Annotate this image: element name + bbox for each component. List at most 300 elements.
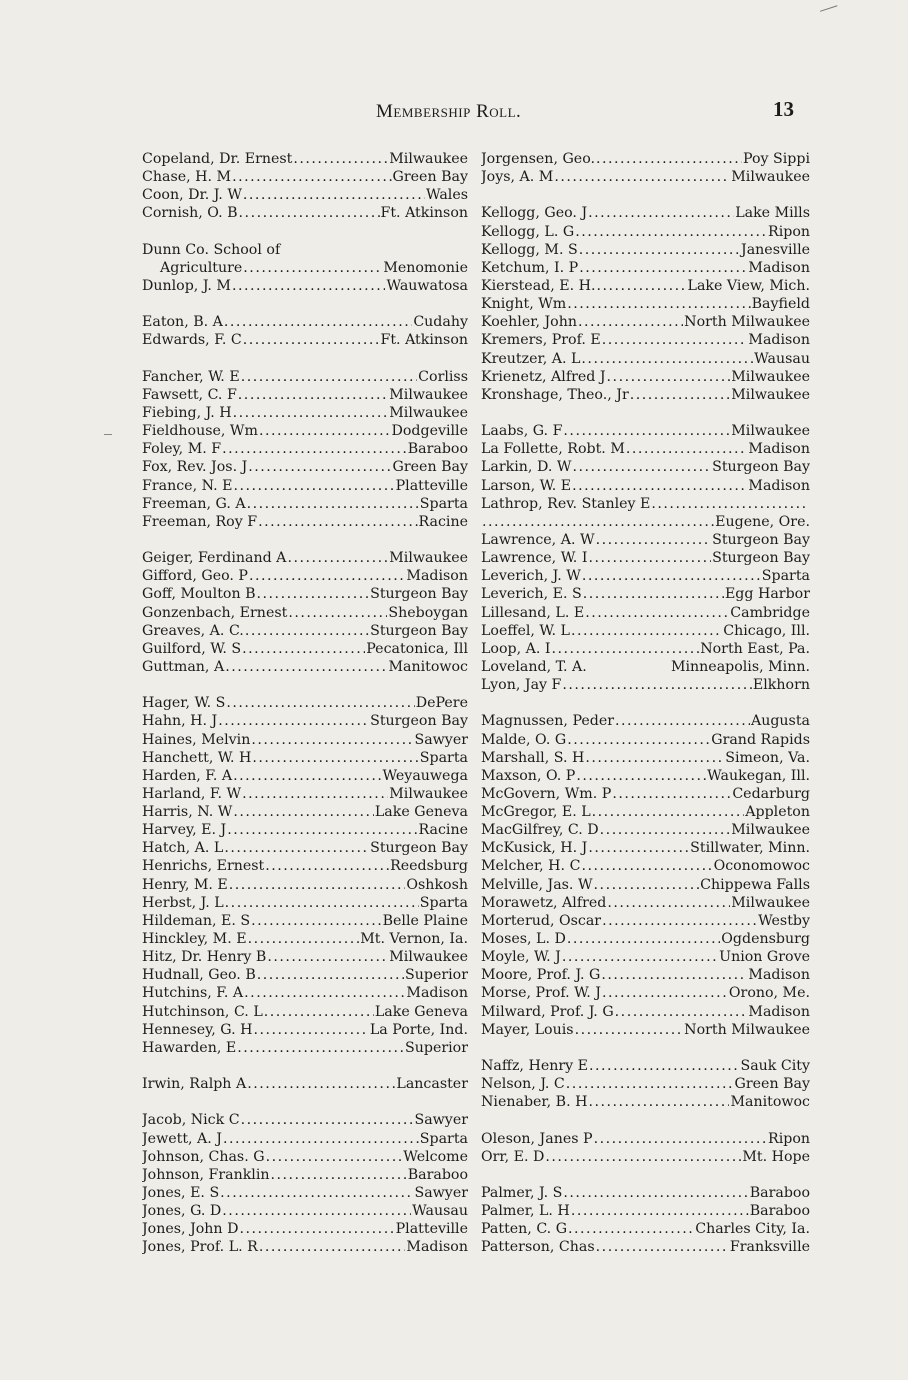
member-name: Foley, M. F [142,441,222,458]
member-entry [142,839,468,857]
dot-leader [578,313,683,331]
member-entry [481,767,810,785]
member-entry [142,1148,468,1166]
member-location: Chippewa Falls [700,876,810,893]
member-name: McKusick, H. J [481,840,588,857]
member-name: Jones, John D [142,1221,239,1238]
dot-leader [567,295,750,313]
member-location: Sauk City [740,1058,810,1075]
dot-leader [226,694,414,712]
member-name: Kellogg, Geo. J [481,205,588,222]
member-entry [142,422,468,440]
page-number: 13 [773,97,794,121]
dot-leader [594,1130,767,1148]
member-entry [481,857,810,875]
dot-leader [588,204,734,222]
member-entry [142,168,468,186]
member-location: Charles City, Ia. [695,1221,810,1238]
member-entry [142,477,468,495]
member-location: Corliss [418,368,468,385]
member-entry [481,712,810,730]
member-entry [481,1003,810,1021]
member-name: Hildeman, E. S [142,912,251,929]
member-location: Cedarburg [732,785,810,802]
member-location: Mt. Vernon, Ia. [360,931,468,948]
member-name: Kierstead, E. H. [481,277,596,294]
member-location: Oconomowoc [713,858,810,875]
member-entry [481,1021,810,1039]
member-location: Lake Geneva [374,804,468,821]
dot-leader [259,422,391,440]
member-name: Larkin, D. W [481,459,572,476]
member-location: DePere [415,695,468,712]
member-name: Palmer, J. S [481,1185,563,1202]
member-name: Eaton, B. A [142,314,223,331]
dot-leader [601,966,747,984]
member-entry [142,259,468,277]
member-location: Appleton [745,804,810,821]
member-location: Weyauwega [382,767,468,784]
member-entry [142,567,468,585]
member-entry [481,1220,810,1238]
member-entry [142,857,468,875]
member-entry [142,1039,468,1057]
dot-leader [588,839,689,857]
member-entry [481,876,810,894]
member-name: Nelson, J. C [481,1076,565,1093]
dot-leader [220,1184,413,1202]
left-column [142,150,468,1257]
member-entry [481,531,810,549]
member-name: Lawrence, A. W [481,531,595,548]
dot-leader [596,531,712,549]
member-entry [142,150,468,168]
member-name: MacGilfrey, C. D [481,822,599,839]
member-name: Guilford, W. S [142,640,242,657]
member-name: Henrichs, Ernest [142,858,265,875]
dot-leader [258,513,417,531]
dot-leader [225,658,387,676]
member-entry [481,295,810,313]
member-entry [142,1130,468,1148]
member-location: Welcome [403,1148,468,1165]
member-location: Lake Geneva [374,1003,468,1020]
member-name: Gonzenbach, Ernest [142,604,288,621]
member-name: France, N. E [142,477,233,494]
member-name: Fawsett, C. F [142,386,237,403]
member-entry [142,984,468,1002]
member-entry [481,386,810,404]
section-gap [142,531,468,549]
member-location: Pecatonica, Ill [366,640,468,657]
member-location: Wales [425,187,468,204]
dot-leader [218,712,369,730]
member-name: Coon, Dr. J. W [142,187,242,204]
member-location: Sturgeon Bay [712,550,810,567]
margin-mark [104,434,112,435]
member-entry [142,930,468,948]
dot-leader [585,749,724,767]
member-name: Morawetz, Alfred [481,894,607,911]
member-entry [481,350,810,368]
dot-leader [248,458,391,476]
member-entry [481,1238,810,1256]
member-entry [481,731,810,749]
member-name: Hanchett, W. H [142,749,252,766]
member-location: Milwaukee [731,169,810,186]
dot-leader [482,513,714,531]
dot-leader [237,1039,404,1057]
member-name: La Follette, Robt. M [481,441,625,458]
member-name: Milward, Prof. J. G [481,1003,614,1020]
member-location: Racine [418,822,468,839]
member-entry [481,204,810,222]
member-name: Kellogg, M. S [481,241,578,258]
member-entry [142,1202,468,1220]
dot-leader [563,422,730,440]
dot-leader [229,876,406,894]
member-name: Larson, W. E [481,477,572,494]
member-location: Ft. Atkinson [380,332,468,349]
dot-leader [223,1130,419,1148]
member-name: Moyle, W. J [481,949,561,966]
member-name: Mayer, Louis [481,1021,574,1038]
member-name: Irwin, Ralph A [142,1076,247,1093]
member-name: Gifford, Geo. P [142,568,248,585]
member-entry [481,1130,810,1148]
member-entry [481,803,810,821]
member-entry [142,1166,468,1184]
member-location: Union Grove [719,949,810,966]
member-entry [481,549,810,567]
dot-leader [583,585,724,603]
member-name: Hawarden, E [142,1039,237,1056]
member-entry [481,640,810,658]
member-entry [142,386,468,404]
dot-leader [600,821,731,839]
member-name: Lillesand, L. E [481,604,585,621]
member-entry [481,930,810,948]
member-name: Kremers, Prof. E [481,332,601,349]
member-entry [481,676,810,694]
dot-leader [233,477,394,495]
member-entry [142,331,468,349]
member-entry [142,785,468,803]
member-name: Fancher, W. E [142,368,240,385]
dot-leader [563,1184,748,1202]
member-name: Moses, L. D [481,931,566,948]
member-name: Freeman, G. A [142,495,246,512]
member-entry [481,1184,810,1202]
member-name: Herbst, J. L [142,894,224,911]
member-name: Loeffel, W. L [481,622,570,639]
member-entry [481,604,810,622]
dot-leader [596,150,742,168]
member-location: Wauwatosa [386,277,468,294]
dot-leader [594,876,700,894]
member-entry [481,277,810,295]
member-location: Cambridge [730,604,810,621]
member-entry [142,767,468,785]
member-entry [142,368,468,386]
member-location: Milwaukee [389,550,468,567]
member-entry [142,513,468,531]
member-location: Superior [405,1039,468,1056]
dot-leader [615,1003,748,1021]
member-name: Laabs, G. F [481,423,563,440]
member-location: Baraboo [749,1203,810,1220]
dot-leader [572,458,711,476]
dot-leader [238,386,388,404]
member-location: Orono, Me. [728,985,810,1002]
member-name: Fieldhouse, Wm [142,423,258,440]
dot-leader [288,604,387,622]
member-name: Hutchinson, C. L [142,1003,263,1020]
member-location: Green Bay [392,169,468,186]
member-location: Westby [758,912,810,929]
dot-leader [247,495,419,513]
member-location: Sparta [419,894,468,911]
member-location: Ft. Atkinson [380,205,468,222]
member-location: Belle Plaine [382,912,468,929]
dot-leader [267,948,388,966]
member-location: Madison [748,477,810,494]
member-entry [142,894,468,912]
member-entry [481,259,810,277]
member-location: Manitowoc [388,658,468,675]
member-location: Augusta [750,713,810,730]
member-entry [481,458,810,476]
dot-leader [585,604,729,622]
member-entry [142,1184,468,1202]
member-location: Grand Rapids [711,731,810,748]
member-name: Hahn, H. J [142,713,218,730]
member-entry [142,876,468,894]
member-location: Ogdensburg [721,931,810,948]
member-name: Kellogg, L. G [481,223,575,240]
member-name: Joys, A. M [481,169,554,186]
member-name: Loop, A. I [481,640,551,657]
member-location: Platteville [395,1221,468,1238]
section-gap [481,404,810,422]
member-entry [142,204,468,222]
member-location: Egg Harbor [724,586,810,603]
member-entry [142,313,468,331]
member-location: Platteville [395,477,468,494]
member-name: Greaves, A. C. [142,622,244,639]
member-entry [481,368,810,386]
section-gap [481,694,810,712]
member-entry [142,803,468,821]
dot-leader [615,712,750,730]
member-name: Melville, Jas. W [481,876,593,893]
member-location: Lake Mills [735,205,810,222]
member-location: Milwaukee [731,894,810,911]
member-entry [481,785,810,803]
member-entry [481,1075,810,1093]
dot-leader [293,150,388,168]
member-entry [481,966,810,984]
dot-leader [266,1148,403,1166]
section-gap [142,350,468,368]
member-location: Milwaukee [389,785,468,802]
member-location: Simeon, Va. [725,749,810,766]
dot-leader [572,477,747,495]
dot-leader [571,1202,749,1220]
member-name: Ketchum, I. P [481,259,579,276]
member-location: Green Bay [734,1076,810,1093]
member-name: Jacob, Nick C [142,1112,240,1129]
section-gap [481,1111,810,1129]
section-gap [142,676,468,694]
dot-leader [222,440,407,458]
dot-leader [612,785,731,803]
member-entry [481,658,810,676]
dot-leader [592,803,745,821]
member-entry [142,585,468,603]
dot-leader [233,404,389,422]
dot-leader [579,259,747,277]
member-entry [481,567,810,585]
dot-leader [233,767,381,785]
member-entry [481,495,810,513]
member-location: La Porte, Ind. [369,1021,468,1038]
member-name: Palmer, L. H [481,1203,570,1220]
member-location: North Milwaukee [684,1021,810,1038]
member-location: Ripon [768,1130,810,1147]
member-entry [481,894,810,912]
dot-leader [222,1202,411,1220]
dot-leader [264,1003,374,1021]
member-name: McGregor, E. L [481,804,591,821]
member-name: Patten, C. G [481,1221,568,1238]
dot-leader [567,731,710,749]
member-name: Melcher, H. C [481,858,581,875]
member-entry [142,549,468,567]
member-location: Sparta [419,1130,468,1147]
member-location: Waukegan, Ill. [707,767,810,784]
member-location: Poy Sippi [743,151,810,167]
dot-leader [224,313,412,331]
dot-leader [254,1021,369,1039]
dot-leader [567,930,720,948]
member-entry [142,1021,468,1039]
dot-leader [581,350,753,368]
member-name: Maxson, O. P [481,767,576,784]
member-location: Sawyer [414,1112,468,1129]
section-gap [142,223,468,241]
dot-leader [602,331,748,349]
member-location: Madison [406,1239,468,1256]
member-name: Edwards, F. C [142,332,242,349]
dot-leader [271,1166,407,1184]
member-location: Minneapolis, Minn. [670,658,810,675]
member-entry [142,731,468,749]
member-location: Madison [748,259,810,276]
member-location: Janesville [741,241,810,258]
member-location: Sturgeon Bay [370,840,468,857]
member-name: Harris, N. W [142,804,233,821]
member-location: Milwaukee [389,386,468,403]
member-location: Sparta [419,749,468,766]
member-name: Harvey, E. J [142,822,227,839]
member-location: Chicago, Ill. [723,622,810,639]
dot-leader [239,1220,394,1238]
dot-leader [568,1220,694,1238]
member-location: Elkhorn [752,677,810,694]
member-entry [481,839,810,857]
member-location: Reedsburg [390,858,468,875]
dot-leader [251,731,413,749]
member-name: Marshall, S. H [481,749,585,766]
member-entry [481,241,810,259]
member-name: Guttman, A [142,658,225,675]
dot-leader [257,966,404,984]
member-name: Krienetz, Alfred J [481,368,606,385]
member-name: Jones, Prof. L. R [142,1239,258,1256]
dot-leader [232,168,391,186]
member-entry [142,241,468,259]
member-location: Wausau [412,1203,468,1220]
member-name: Jones, E. S [142,1185,220,1202]
member-location: Madison [748,967,810,984]
member-entry [142,749,468,767]
member-location: Madison [748,332,810,349]
member-name: Patterson, Chas [481,1239,595,1256]
member-location: Lake View, Mich. [687,277,810,294]
member-location: Madison [748,1003,810,1020]
member-name: Lyon, Jay F [481,677,562,694]
dot-leader [589,1057,739,1075]
dot-leader [602,984,728,1002]
dot-leader [651,495,809,513]
dot-leader [575,223,767,241]
dot-leader [602,912,757,930]
member-entry [142,694,468,712]
member-location: Sturgeon Bay [712,459,810,476]
member-entry [481,331,810,349]
member-name: Hutchins, F. A [142,985,244,1002]
section-gap [481,186,810,204]
member-entry [142,1238,468,1256]
member-location: Sheboygan [388,604,468,621]
section-gap [481,1039,810,1057]
dot-leader [259,1238,406,1256]
dot-leader [581,857,712,875]
member-name: Geiger, Ferdinand A [142,550,287,567]
dot-leader [287,549,388,567]
dot-leader [243,259,382,277]
member-name: Leverich, J. W [481,568,581,585]
member-name: Kronshage, Theo., Jr [481,386,629,403]
member-name: Oleson, Janes P [481,1130,593,1147]
member-location: Racine [418,513,468,530]
member-location: Sturgeon Bay [712,531,810,548]
member-name: Hudnall, Geo. B [142,967,256,984]
member-entry [481,948,810,966]
member-location: North Milwaukee [684,314,810,331]
section-gap [142,1093,468,1111]
member-location: North East, Pa. [700,640,810,657]
dot-leader [576,767,706,785]
dot-leader [247,1075,395,1093]
member-name: Morterud, Oscar [481,912,602,929]
dot-leader [232,277,386,295]
dot-leader [566,1075,734,1093]
member-location: Cudahy [413,314,468,331]
member-location: Madison [748,441,810,458]
member-name: Jorgensen, Geo. [481,151,595,167]
